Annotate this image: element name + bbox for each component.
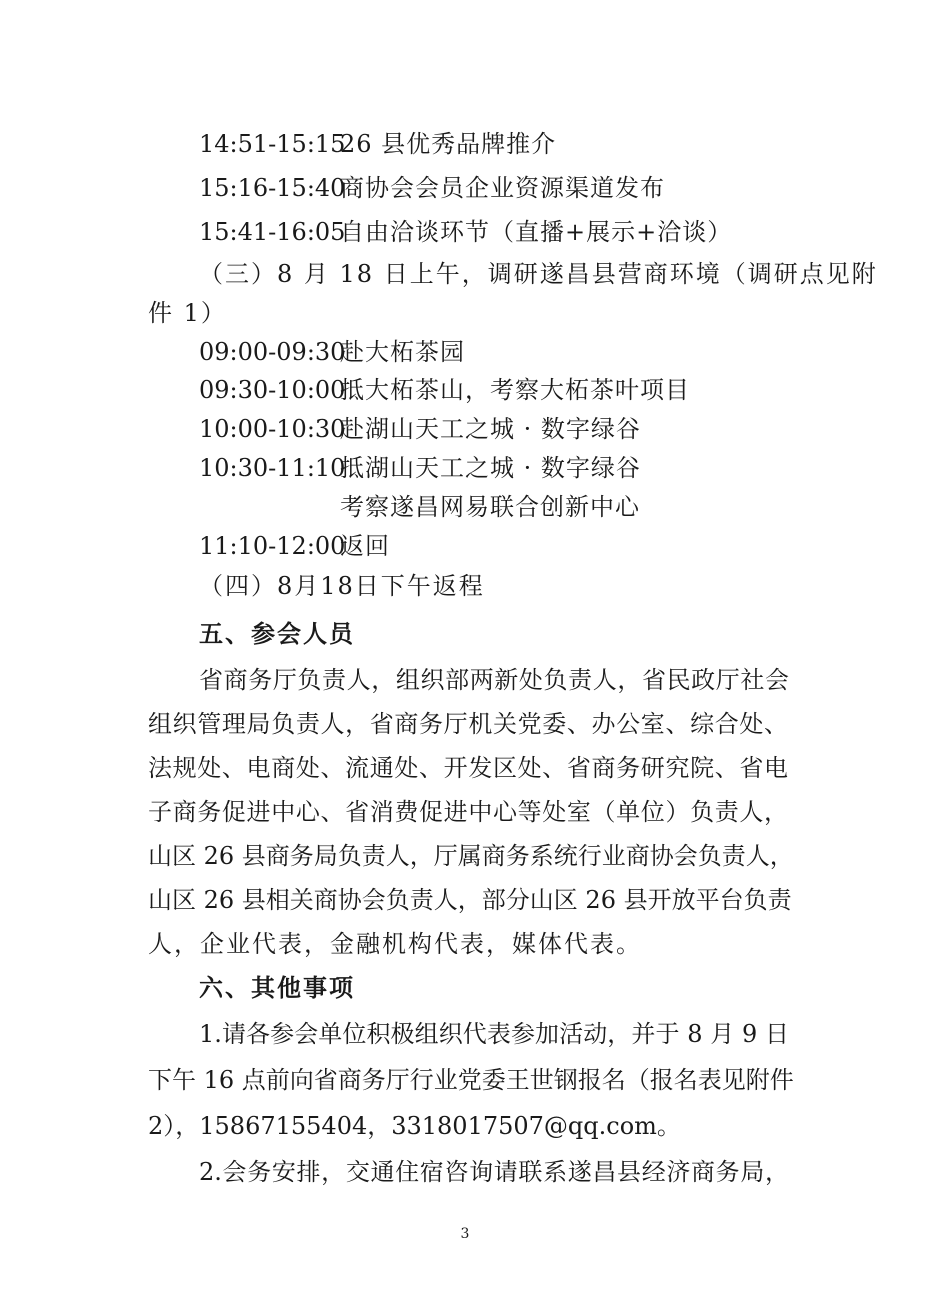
attendees-line: 组织管理局负责人，省商务厅机关党委、办公室、综合处、 bbox=[148, 710, 788, 738]
schedule-row bbox=[0, 526, 930, 566]
schedule-time: 10:30-11:10 bbox=[199, 454, 346, 482]
paragraph-line bbox=[0, 1060, 930, 1100]
schedule-time: 09:30-10:00 bbox=[199, 376, 346, 404]
schedule-desc: 自由洽谈环节（直播+展示+洽谈） bbox=[340, 218, 733, 246]
section3-line2: 件 1） bbox=[148, 299, 227, 327]
item2-line: 2.会务安排，交通住宿咨询请联系遂昌县经济商务局， bbox=[199, 1158, 789, 1186]
attendees-line: 法规处、电商处、流通处、开发区处、省商务研究院、省电 bbox=[148, 754, 788, 782]
item1-line: 2），15867155404，3318017507@qq.com。 bbox=[148, 1112, 681, 1140]
section4-line bbox=[0, 566, 930, 606]
schedule-row bbox=[0, 168, 930, 208]
paragraph-line bbox=[0, 880, 930, 920]
attendees-line: 省商务厅负责人，组织部两新处负责人，省民政厅社会 bbox=[199, 666, 789, 694]
schedule-desc: 赴湖山天工之城 · 数字绿谷 bbox=[340, 415, 641, 443]
schedule-desc: 考察遂昌网易联合创新中心 bbox=[340, 493, 640, 521]
section4-text: （四）8月18日下午返程 bbox=[199, 572, 485, 600]
paragraph-line bbox=[0, 1106, 930, 1146]
schedule-desc: 返回 bbox=[340, 532, 390, 560]
schedule-row bbox=[0, 409, 930, 449]
schedule-row bbox=[0, 370, 930, 410]
item1-line: 下午 16 点前向省商务厅行业党委王世钢报名（报名表见附件 bbox=[148, 1066, 794, 1094]
schedule-desc: 商协会会员企业资源渠道发布 bbox=[340, 174, 665, 202]
schedule-desc: 抵湖山天工之城 · 数字绿谷 bbox=[340, 454, 641, 482]
paragraph-line bbox=[0, 1014, 930, 1054]
schedule-time: 11:10-12:00 bbox=[199, 532, 346, 560]
section3-continuation bbox=[0, 293, 930, 333]
schedule-time: 10:00-10:30 bbox=[199, 415, 346, 443]
schedule-time: 09:00-09:30 bbox=[199, 338, 346, 366]
schedule-row bbox=[0, 487, 930, 527]
schedule-time: 15:16-15:40 bbox=[199, 174, 346, 202]
schedule-row bbox=[0, 212, 930, 252]
heading5-text: 五、参会人员 bbox=[199, 619, 355, 648]
section3-line1: （三）8 月 18 日上午，调研遂昌县营商环境（调研点见附 bbox=[199, 260, 878, 288]
schedule-time: 15:41-16:05 bbox=[199, 218, 346, 246]
heading6-text: 六、其他事项 bbox=[199, 973, 355, 1002]
attendees-line: 子商务促进中心、省消费促进中心等处室（单位）负责人， bbox=[148, 798, 788, 826]
heading-attendees bbox=[0, 614, 930, 654]
paragraph-line bbox=[0, 660, 930, 700]
schedule-row bbox=[0, 124, 930, 164]
attendees-line: 山区 26 县商务局负责人，厅属商务系统行业商协会负责人， bbox=[148, 842, 794, 870]
schedule-desc: 26 县优秀品牌推介 bbox=[340, 130, 557, 158]
schedule-row bbox=[0, 448, 930, 488]
page-number: 3 bbox=[460, 1226, 470, 1242]
item1-line: 1.请各参会单位积极组织代表参加活动，并于 8 月 9 日 bbox=[199, 1020, 789, 1048]
schedule-row bbox=[0, 332, 930, 372]
paragraph-line bbox=[0, 748, 930, 788]
paragraph-line bbox=[0, 924, 930, 964]
paragraph-line bbox=[0, 836, 930, 876]
attendees-line: 山区 26 县相关商协会负责人，部分山区 26 县开放平台负责 bbox=[148, 886, 792, 914]
paragraph-line bbox=[0, 1152, 930, 1192]
heading-other-matters bbox=[0, 968, 930, 1008]
schedule-desc: 抵大柘茶山，考察大柘茶叶项目 bbox=[340, 376, 690, 404]
paragraph-line bbox=[0, 704, 930, 744]
paragraph-line bbox=[0, 792, 930, 832]
schedule-time: 14:51-15:15 bbox=[199, 130, 346, 158]
attendees-line: 人，企业代表，金融机构代表，媒体代表。 bbox=[148, 930, 642, 958]
schedule-desc: 赴大柘茶园 bbox=[340, 338, 465, 366]
section3-heading bbox=[0, 254, 930, 294]
